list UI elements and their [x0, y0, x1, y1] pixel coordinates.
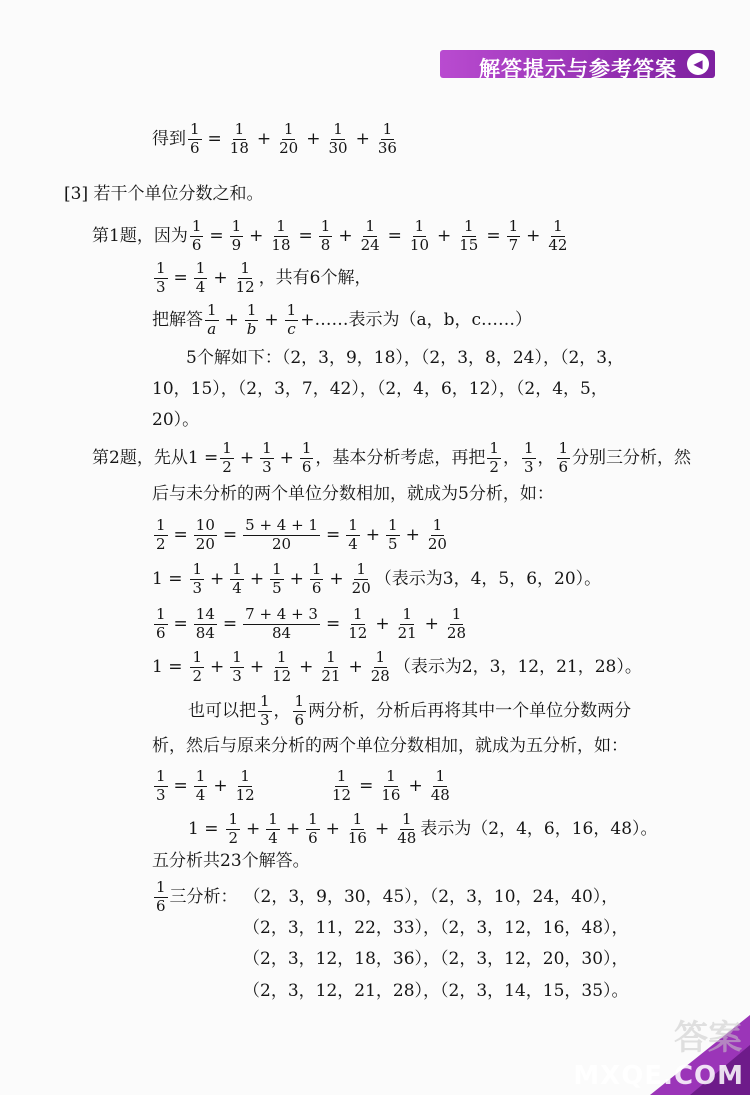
paragraph: 也可以把 $\frac{1}{3}$ ， $\frac{1}{6}$ 两分析，分析后再将其中一个单位分数两分 — [188, 692, 632, 729]
q1-solutions: 5个解如下：（2，3，9，18），（2，3，8，24），（2，3， — [186, 348, 625, 368]
equation: $\frac{1}{12}$ = $\frac{1}{16}$ + $\frac{1}{48}$ — [332, 767, 450, 804]
fraction: $\frac{1}{30}$ — [328, 120, 348, 157]
paragraph: 析，然后与原来分析的两个单位分数相加，就成为五分析，如： — [152, 736, 628, 756]
fraction: $\frac{1}{18}$ — [229, 120, 249, 157]
text: 得到 — [152, 128, 186, 149]
q1-line2: $\frac{1}{3}$ = $\frac{1}{4}$ + $\frac{1}{12}$ ，共有6个解， — [156, 259, 372, 296]
list-item: （2，3，12，18，36），（2，3，12，20，30）， — [243, 949, 629, 969]
q2-intro: 第2题，先从1 = $\frac{1}{2}$ + $\frac{1}{3}$ + $\frac{1}{6}$ ，基本分析考虑，再把 $\frac{1}{2}$ ， $\frac{1}{3}$ ， $\frac{1}{6}$ 分别三分析，然 — [92, 439, 692, 476]
equation: $\frac{1}{2}$ = $\frac{10}{20}$ = $\frac{5 + 4 + 1}{20}$ = $\frac{1}{4}$ + $\frac{1}{5}$ + $\frac{1}{20}$ — [156, 516, 447, 553]
watermark-text: MXQE.COM — [573, 1061, 744, 1091]
equation: 1 = $\frac{1}{2}$ + $\frac{1}{3}$ + $\frac{1}{12}$ + $\frac{1}{21}$ + $\frac{1}{28}$ （表示为2，3，12，21，28）。 — [152, 648, 642, 685]
q1-solutions: 10，15），（2，3，7，42），（2，4，6，12），（2，4，5， — [152, 379, 608, 399]
q1-line3: 把解答 $\frac{1}{a}$ + $\frac{1}{b}$ + $\frac{1}{c}$ +……表示为（a，b，c……） — [152, 301, 532, 338]
list-item: （2，3，12，21，28），（2，3，14，15，35）。 — [243, 981, 629, 1001]
list-heading: $\frac{1}{6}$ 三分析： （2，3，9，30，45），（2，3，10，24，40）， — [156, 878, 619, 915]
list-item: （2，3，11，22，33），（2，3，12，16，48）， — [243, 918, 629, 938]
q1-equation: 第1题，因为 $\frac{1}{6}$ = $\frac{1}{9}$ + $\frac{1}{18}$ = $\frac{1}{8}$ + $\frac{1}{24}$ = $\frac{1}{10}$ + $\frac{1}{15}$ = $\frac{1}{7}$ + $\frac{1}{42}$ — [92, 217, 568, 254]
equation: 1 = $\frac{1}{2}$ + $\frac{1}{4}$ + $\frac{1}{6}$ + $\frac{1}{16}$ + $\frac{1}{48}$ 表示为（2，4，6，16，48）。 — [188, 810, 658, 847]
equation: $\frac{1}{3}$ = $\frac{1}{4}$ + $\frac{1}{12}$ — [156, 767, 255, 804]
fraction: $\frac{1}{6}$ — [190, 120, 200, 157]
equation: 1 = $\frac{1}{3}$ + $\frac{1}{4}$ + $\frac{1}{5}$ + $\frac{1}{6}$ + $\frac{1}{20}$ （表示为3，4，5，6，20）。 — [152, 560, 602, 597]
q1-solutions: 20）。 — [152, 410, 200, 430]
result-line: 得到 $\frac{1}{6}$ = $\frac{1}{18}$ + $\frac{1}{20}$ + $\frac{1}{30}$ + $\frac{1}{36}$ — [152, 120, 397, 157]
q2-line2: 后与未分析的两个单位分数相加，就成为5分析，如： — [152, 484, 554, 504]
fraction: $\frac{1}{36}$ — [377, 120, 397, 157]
watermark-logo: 答案 — [674, 1018, 742, 1058]
page-header-banner — [440, 50, 715, 81]
summary: 五分析共23个解答。 — [152, 851, 310, 871]
fraction: $\frac{1}{20}$ — [279, 120, 299, 157]
equation: $\frac{1}{6}$ = $\frac{14}{84}$ = $\frac{7 + 4 + 3}{84}$ = $\frac{1}{12}$ + $\frac{1}{21}$ + $\frac{1}{28}$ — [156, 605, 467, 642]
arrow-left-icon: ◀ — [687, 53, 709, 75]
section-heading: [3] 若干个单位分数之和。 — [64, 184, 264, 204]
header-title: 解答提示与参考答案 — [479, 57, 677, 81]
